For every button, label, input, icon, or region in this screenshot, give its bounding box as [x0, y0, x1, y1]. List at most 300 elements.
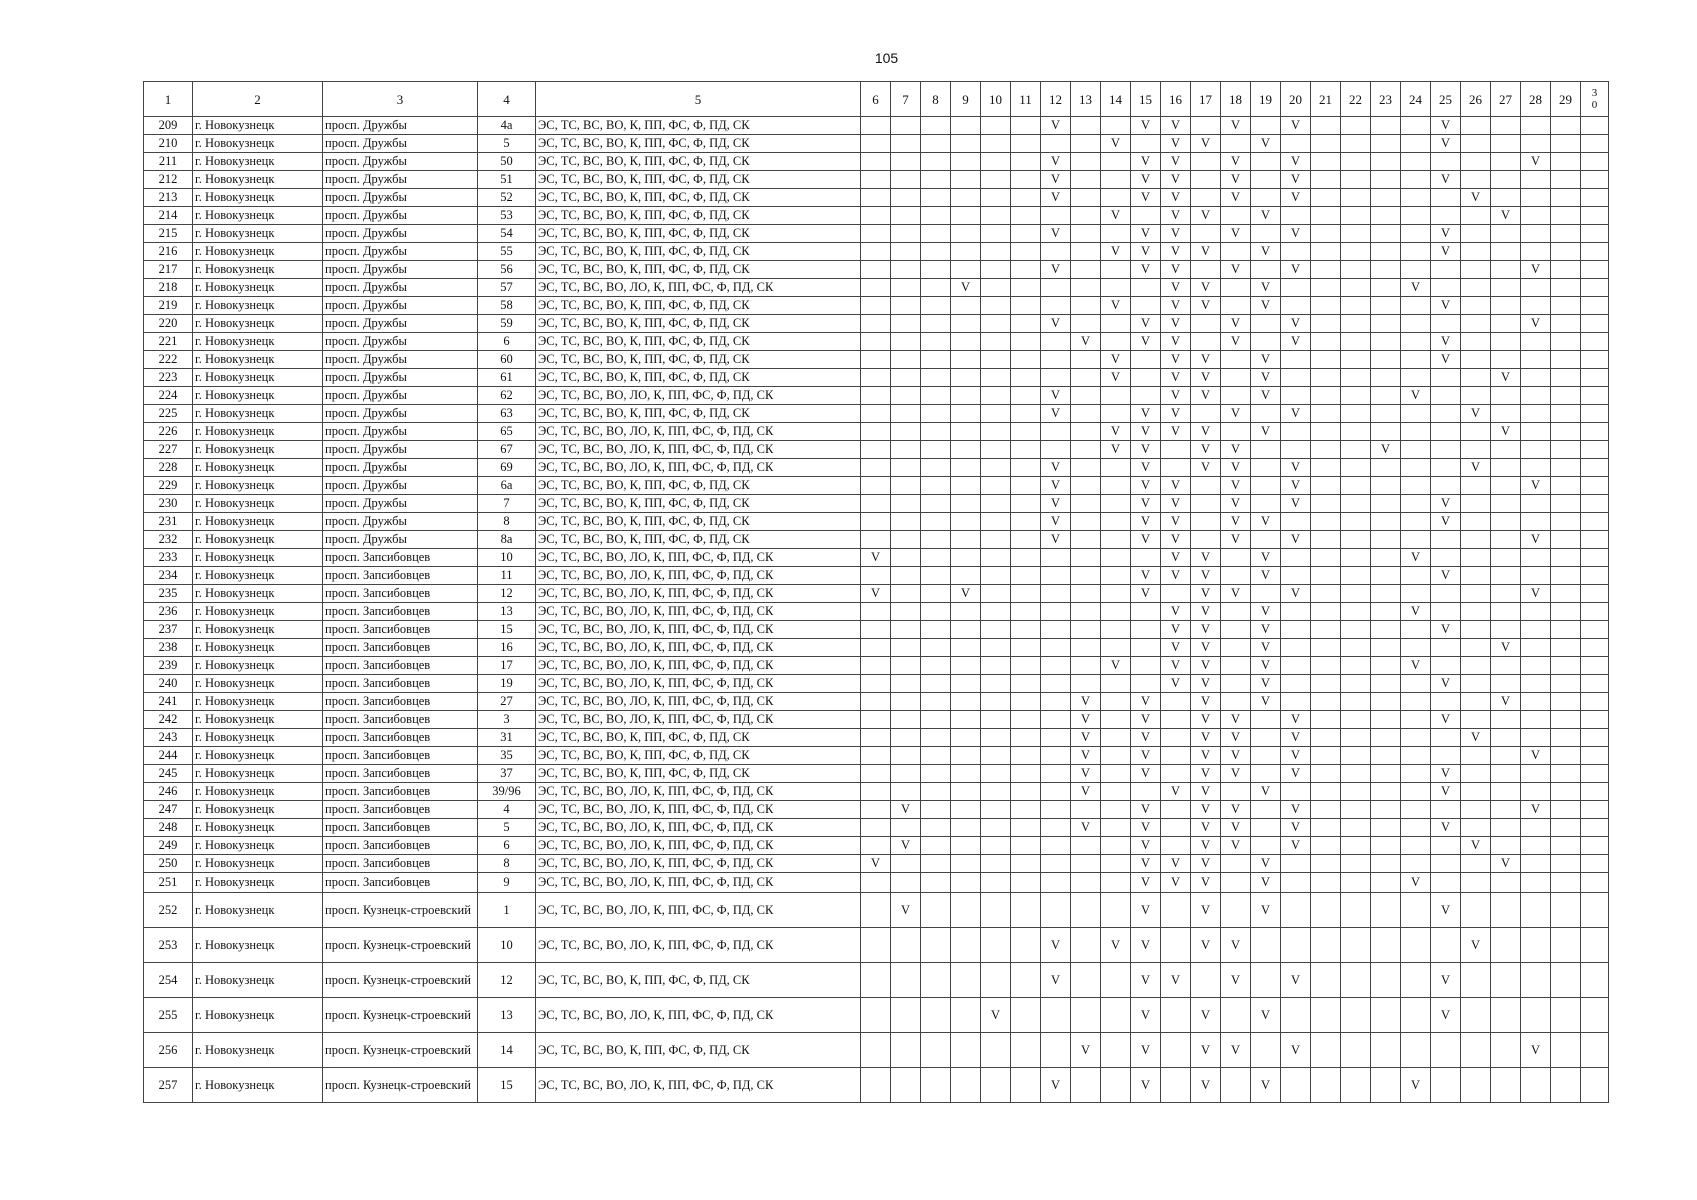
mark-cell: V	[1461, 459, 1491, 477]
mark-cell	[1521, 675, 1551, 693]
mark-cell	[1041, 207, 1071, 225]
mark-cell	[1281, 603, 1311, 621]
mark-cell	[1431, 315, 1461, 333]
mark-cell: V	[1131, 261, 1161, 279]
mark-cell	[1401, 963, 1431, 998]
mark-cell: V	[1161, 963, 1191, 998]
mark-cell	[1221, 369, 1251, 387]
mark-cell	[1371, 693, 1401, 711]
street-cell: просп. Запсибовцев	[323, 639, 478, 657]
mark-cell	[1251, 171, 1281, 189]
mark-cell	[861, 333, 891, 351]
mark-cell	[1071, 531, 1101, 549]
mark-cell	[1191, 477, 1221, 495]
mark-cell	[921, 297, 951, 315]
mark-cell	[921, 531, 951, 549]
mark-cell: V	[1221, 153, 1251, 171]
mark-cell: V	[1431, 351, 1461, 369]
mark-cell	[1041, 711, 1071, 729]
mark-cell	[1311, 765, 1341, 783]
table-row	[144, 189, 1609, 207]
mark-cell	[951, 1033, 981, 1068]
mark-cell	[1461, 441, 1491, 459]
street-cell: просп. Дружбы	[323, 477, 478, 495]
mark-cell	[921, 189, 951, 207]
mark-cell	[1491, 117, 1521, 135]
mark-cell	[1491, 621, 1521, 639]
table-row	[144, 441, 1609, 459]
services-cell: ЭС, ТС, ВС, ВО, К, ПП, ФС, Ф, ПД, СК	[536, 135, 861, 153]
house-cell: 9	[478, 873, 536, 893]
mark-cell	[981, 261, 1011, 279]
mark-cell	[1371, 495, 1401, 513]
street-cell: просп. Дружбы	[323, 135, 478, 153]
street-cell: просп. Дружбы	[323, 531, 478, 549]
mark-cell	[921, 998, 951, 1033]
mark-cell	[1011, 207, 1041, 225]
city-cell: г. Новокузнецк	[193, 567, 323, 585]
mark-cell: V	[1161, 603, 1191, 621]
mark-cell	[1551, 495, 1581, 513]
street-cell: просп. Кузнецк-строевский	[323, 1068, 478, 1103]
mark-cell	[1491, 351, 1521, 369]
mark-cell	[1071, 351, 1101, 369]
mark-cell	[1341, 639, 1371, 657]
mark-cell: V	[1191, 549, 1221, 567]
mark-cell	[1461, 693, 1491, 711]
mark-cell	[1101, 513, 1131, 531]
mark-cell	[1101, 783, 1131, 801]
mark-cell	[1581, 711, 1609, 729]
mark-cell	[921, 567, 951, 585]
mark-cell: V	[1281, 189, 1311, 207]
mark-cell	[1011, 783, 1041, 801]
mark-cell	[1251, 747, 1281, 765]
mark-cell	[1251, 153, 1281, 171]
mark-cell: V	[1281, 531, 1311, 549]
mark-cell	[891, 765, 921, 783]
mark-cell	[1581, 297, 1609, 315]
mark-cell	[891, 279, 921, 297]
city-cell: г. Новокузнецк	[193, 837, 323, 855]
mark-cell	[1311, 279, 1341, 297]
mark-cell	[1431, 693, 1461, 711]
mark-cell	[1551, 315, 1581, 333]
mark-cell	[1221, 279, 1251, 297]
mark-cell	[981, 711, 1011, 729]
mark-cell	[1251, 819, 1281, 837]
table-row	[144, 873, 1609, 893]
mark-cell: V	[1281, 819, 1311, 837]
city-cell: г. Новокузнецк	[193, 729, 323, 747]
mark-cell	[1341, 495, 1371, 513]
mark-cell	[1461, 369, 1491, 387]
mark-cell	[1491, 585, 1521, 603]
mark-cell	[861, 405, 891, 423]
row-number: 232	[144, 531, 193, 549]
mark-cell	[891, 315, 921, 333]
mark-cell	[1101, 171, 1131, 189]
services-cell: ЭС, ТС, ВС, ВО, ЛО, К, ПП, ФС, Ф, ПД, СК	[536, 441, 861, 459]
city-cell: г. Новокузнецк	[193, 603, 323, 621]
mark-cell	[1101, 117, 1131, 135]
mark-cell	[1311, 243, 1341, 261]
mark-cell: V	[1071, 819, 1101, 837]
mark-cell	[1401, 783, 1431, 801]
mark-cell	[1041, 567, 1071, 585]
mark-cell: V	[1251, 998, 1281, 1033]
city-cell: г. Новокузнецк	[193, 405, 323, 423]
mark-cell	[1521, 783, 1551, 801]
mark-cell: V	[1251, 135, 1281, 153]
mark-cell	[1521, 351, 1551, 369]
mark-cell	[1251, 405, 1281, 423]
city-cell: г. Новокузнецк	[193, 441, 323, 459]
mark-cell	[1311, 135, 1341, 153]
mark-cell	[1251, 711, 1281, 729]
mark-cell	[1221, 351, 1251, 369]
mark-cell	[1041, 639, 1071, 657]
mark-cell	[1311, 747, 1341, 765]
mark-cell: V	[1191, 819, 1221, 837]
mark-cell: V	[861, 855, 891, 873]
mark-cell	[1551, 135, 1581, 153]
mark-cell: V	[1461, 405, 1491, 423]
street-cell: просп. Кузнецк-строевский	[323, 928, 478, 963]
mark-cell: V	[1131, 117, 1161, 135]
mark-cell	[1551, 711, 1581, 729]
mark-cell	[1101, 387, 1131, 405]
table-row	[144, 675, 1609, 693]
row-number: 213	[144, 189, 193, 207]
mark-cell	[1071, 117, 1101, 135]
mark-cell	[1221, 873, 1251, 893]
table-row	[144, 171, 1609, 189]
mark-cell	[1041, 765, 1071, 783]
mark-cell: V	[1281, 459, 1311, 477]
table-row	[144, 495, 1609, 513]
mark-cell	[891, 171, 921, 189]
mark-cell: V	[1161, 117, 1191, 135]
city-cell: г. Новокузнецк	[193, 963, 323, 998]
mark-cell	[951, 315, 981, 333]
mark-cell: V	[1251, 1068, 1281, 1103]
mark-cell	[1011, 117, 1041, 135]
mark-cell	[1401, 893, 1431, 928]
mark-cell	[951, 765, 981, 783]
mark-cell	[1161, 711, 1191, 729]
mark-cell	[1521, 873, 1551, 893]
services-cell: ЭС, ТС, ВС, ВО, ЛО, К, ПП, ФС, Ф, ПД, СК	[536, 801, 861, 819]
mark-cell	[1071, 153, 1101, 171]
city-cell: г. Новокузнецк	[193, 243, 323, 261]
mark-cell	[861, 135, 891, 153]
mark-cell	[1071, 297, 1101, 315]
mark-cell	[1011, 855, 1041, 873]
mark-cell	[921, 459, 951, 477]
mark-cell: V	[1131, 963, 1161, 998]
mark-cell	[1491, 711, 1521, 729]
table-row	[144, 928, 1609, 963]
mark-cell	[1161, 819, 1191, 837]
mark-cell	[1551, 783, 1581, 801]
mark-cell	[1491, 747, 1521, 765]
mark-cell: V	[891, 837, 921, 855]
mark-cell	[1191, 153, 1221, 171]
column-header: 27	[1491, 82, 1521, 117]
street-cell: просп. Дружбы	[323, 351, 478, 369]
mark-cell: V	[1101, 135, 1131, 153]
street-cell: просп. Запсибовцев	[323, 819, 478, 837]
mark-cell	[1341, 351, 1371, 369]
street-cell: просп. Дружбы	[323, 423, 478, 441]
mark-cell: V	[1131, 405, 1161, 423]
city-cell: г. Новокузнецк	[193, 1068, 323, 1103]
row-number: 214	[144, 207, 193, 225]
mark-cell: V	[1161, 369, 1191, 387]
mark-cell: V	[1281, 225, 1311, 243]
table-row	[144, 747, 1609, 765]
mark-cell: V	[1251, 657, 1281, 675]
house-cell: 61	[478, 369, 536, 387]
mark-cell	[1221, 135, 1251, 153]
mark-cell	[1341, 819, 1371, 837]
mark-cell	[1461, 279, 1491, 297]
mark-cell: V	[1191, 783, 1221, 801]
mark-cell	[891, 261, 921, 279]
mark-cell	[1581, 225, 1609, 243]
services-cell: ЭС, ТС, ВС, ВО, ЛО, К, ПП, ФС, Ф, ПД, СК	[536, 855, 861, 873]
mark-cell	[1551, 387, 1581, 405]
mark-cell	[1071, 225, 1101, 243]
row-number: 230	[144, 495, 193, 513]
street-cell: просп. Запсибовцев	[323, 657, 478, 675]
row-number: 226	[144, 423, 193, 441]
mark-cell	[861, 837, 891, 855]
column-header: 4	[478, 82, 536, 117]
mark-cell	[951, 675, 981, 693]
mark-cell	[1401, 207, 1431, 225]
mark-cell: V	[1041, 405, 1071, 423]
mark-cell	[951, 261, 981, 279]
mark-cell	[1461, 207, 1491, 225]
mark-cell	[1371, 531, 1401, 549]
mark-cell	[1011, 765, 1041, 783]
table-row	[144, 837, 1609, 855]
mark-cell	[1371, 135, 1401, 153]
mark-cell	[891, 747, 921, 765]
mark-cell: V	[1491, 693, 1521, 711]
house-cell: 8	[478, 513, 536, 531]
mark-cell	[861, 765, 891, 783]
mark-cell	[1011, 873, 1041, 893]
row-number: 227	[144, 441, 193, 459]
mark-cell	[1401, 495, 1431, 513]
mark-cell: V	[1431, 243, 1461, 261]
mark-cell	[951, 1068, 981, 1103]
mark-cell: V	[1281, 963, 1311, 998]
mark-cell	[1461, 243, 1491, 261]
mark-cell: V	[1281, 729, 1311, 747]
mark-cell: V	[1131, 693, 1161, 711]
mark-cell	[951, 603, 981, 621]
mark-cell: V	[1401, 657, 1431, 675]
mark-cell	[1131, 297, 1161, 315]
row-number: 243	[144, 729, 193, 747]
mark-cell	[1521, 693, 1551, 711]
mark-cell: V	[1191, 603, 1221, 621]
mark-cell: V	[1191, 351, 1221, 369]
mark-cell: V	[1131, 765, 1161, 783]
mark-cell	[981, 315, 1011, 333]
mark-cell	[1041, 675, 1071, 693]
mark-cell	[1311, 783, 1341, 801]
mark-cell	[1341, 603, 1371, 621]
row-number: 212	[144, 171, 193, 189]
header-row	[144, 82, 1609, 117]
mark-cell	[1071, 405, 1101, 423]
mark-cell	[1401, 315, 1431, 333]
mark-cell	[1341, 315, 1371, 333]
mark-cell	[1401, 513, 1431, 531]
house-cell: 67	[478, 441, 536, 459]
mark-cell: V	[1221, 963, 1251, 998]
mark-cell	[861, 153, 891, 171]
mark-cell	[1581, 801, 1609, 819]
mark-cell	[1491, 513, 1521, 531]
mark-cell	[981, 893, 1011, 928]
mark-cell: V	[1251, 351, 1281, 369]
mark-cell	[1581, 855, 1609, 873]
mark-cell	[1521, 405, 1551, 423]
services-cell: ЭС, ТС, ВС, ВО, К, ПП, ФС, Ф, ПД, СК	[536, 963, 861, 998]
mark-cell	[1401, 639, 1431, 657]
mark-cell	[1581, 135, 1609, 153]
mark-cell	[921, 729, 951, 747]
mark-cell	[921, 783, 951, 801]
mark-cell	[1431, 657, 1461, 675]
column-header: 15	[1131, 82, 1161, 117]
mark-cell	[981, 549, 1011, 567]
street-cell: просп. Кузнецк-строевский	[323, 893, 478, 928]
mark-cell	[1101, 675, 1131, 693]
row-number: 216	[144, 243, 193, 261]
mark-cell	[891, 998, 921, 1033]
mark-cell	[1551, 729, 1581, 747]
mark-cell: V	[1251, 873, 1281, 893]
mark-cell	[921, 369, 951, 387]
mark-cell: V	[1431, 711, 1461, 729]
mark-cell: V	[1161, 207, 1191, 225]
mark-cell	[1101, 315, 1131, 333]
street-cell: просп. Кузнецк-строевский	[323, 1033, 478, 1068]
house-cell: 16	[478, 639, 536, 657]
mark-cell	[921, 837, 951, 855]
mark-cell	[951, 477, 981, 495]
house-cell: 39/96	[478, 783, 536, 801]
mark-cell	[1251, 225, 1281, 243]
mark-cell	[1371, 261, 1401, 279]
mark-cell	[1131, 387, 1161, 405]
mark-cell	[1371, 207, 1401, 225]
city-cell: г. Новокузнецк	[193, 351, 323, 369]
mark-cell	[1311, 441, 1341, 459]
mark-cell	[981, 801, 1011, 819]
mark-cell	[981, 783, 1011, 801]
mark-cell	[1401, 567, 1431, 585]
mark-cell	[891, 531, 921, 549]
house-cell: 58	[478, 297, 536, 315]
mark-cell	[1461, 893, 1491, 928]
mark-cell	[891, 675, 921, 693]
mark-cell	[1551, 747, 1581, 765]
mark-cell: V	[1041, 171, 1071, 189]
mark-cell	[891, 873, 921, 893]
mark-cell	[921, 351, 951, 369]
mark-cell	[1221, 855, 1251, 873]
mark-cell: V	[1221, 495, 1251, 513]
mark-cell	[1101, 711, 1131, 729]
mark-cell	[1191, 513, 1221, 531]
mark-cell	[1071, 837, 1101, 855]
mark-cell: V	[1161, 225, 1191, 243]
mark-cell	[951, 657, 981, 675]
table-row	[144, 423, 1609, 441]
mark-cell: V	[1221, 729, 1251, 747]
mark-cell	[1161, 747, 1191, 765]
mark-cell	[1101, 459, 1131, 477]
mark-cell	[1041, 297, 1071, 315]
column-header: 21	[1311, 82, 1341, 117]
mark-cell	[1401, 243, 1431, 261]
mark-cell	[1461, 567, 1491, 585]
mark-cell: V	[1041, 387, 1071, 405]
mark-cell	[1071, 477, 1101, 495]
mark-cell	[1491, 405, 1521, 423]
mark-cell	[1281, 567, 1311, 585]
mark-cell	[1551, 117, 1581, 135]
mark-cell	[1581, 495, 1609, 513]
mark-cell	[1461, 603, 1491, 621]
mark-cell	[1401, 855, 1431, 873]
mark-cell	[1131, 279, 1161, 297]
mark-cell: V	[1131, 893, 1161, 928]
mark-cell	[1491, 531, 1521, 549]
mark-cell	[1101, 1068, 1131, 1103]
mark-cell	[1521, 603, 1551, 621]
table-row	[144, 801, 1609, 819]
column-header: 2	[193, 82, 323, 117]
mark-cell: V	[1281, 747, 1311, 765]
mark-cell	[1011, 297, 1041, 315]
street-cell: просп. Дружбы	[323, 459, 478, 477]
mark-cell	[1551, 585, 1581, 603]
mark-cell	[1431, 747, 1461, 765]
mark-cell	[981, 639, 1011, 657]
mark-cell	[1341, 837, 1371, 855]
street-cell: просп. Запсибовцев	[323, 747, 478, 765]
mark-cell	[1341, 387, 1371, 405]
mark-cell	[1401, 261, 1431, 279]
mark-cell	[1011, 819, 1041, 837]
mark-cell: V	[1131, 711, 1161, 729]
services-cell: ЭС, ТС, ВС, ВО, К, ПП, ФС, Ф, ПД, СК	[536, 531, 861, 549]
city-cell: г. Новокузнецк	[193, 893, 323, 928]
mark-cell	[1461, 855, 1491, 873]
city-cell: г. Новокузнецк	[193, 369, 323, 387]
mark-cell: V	[1161, 405, 1191, 423]
table-row	[144, 297, 1609, 315]
